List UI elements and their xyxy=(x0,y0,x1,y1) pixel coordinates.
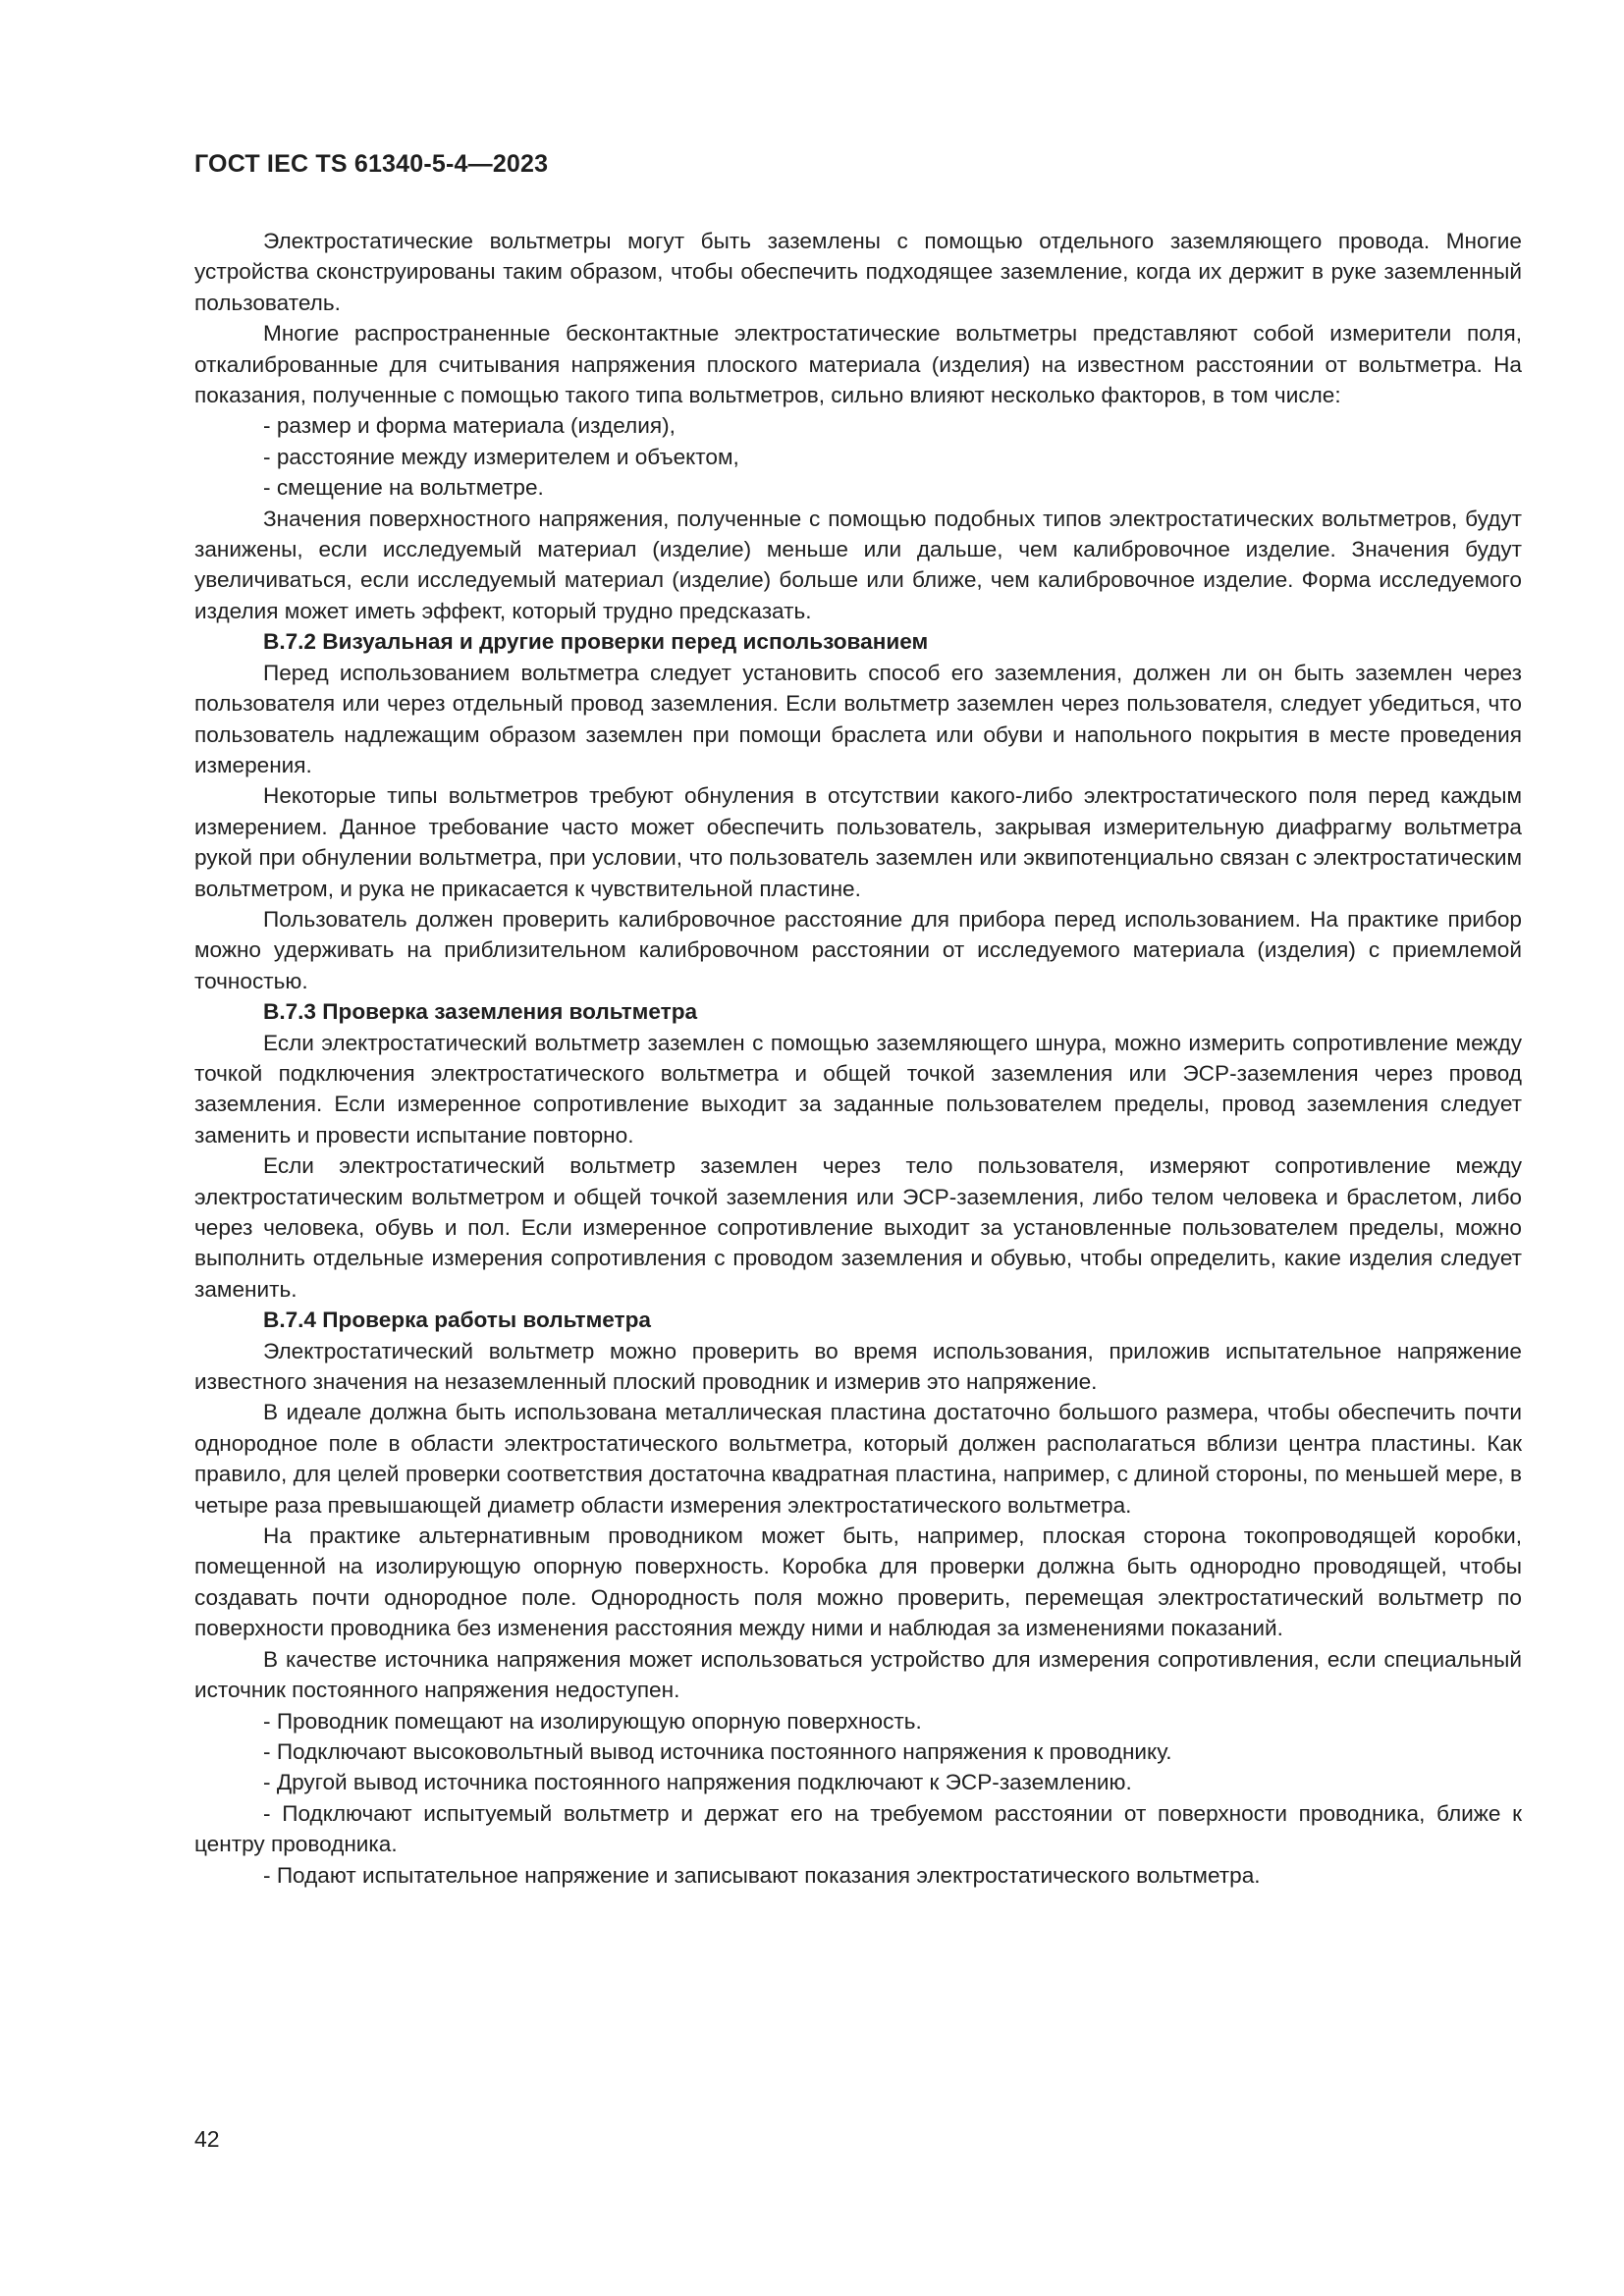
list-item xyxy=(194,410,1522,441)
list-item-text: смещение на вольтметре. xyxy=(276,475,544,501)
list-item-text: Подключают высоковольтный вывод источника постоянного напряжения к проводнику. xyxy=(276,1738,1172,1764)
paragraph: Электростатический вольтметр можно проверить во время использования, приложив испытательное напряжение известного значения на незаземленный плоский проводник и измерив это напряжение. xyxy=(194,1338,1522,1395)
list-item xyxy=(194,472,1522,503)
paragraph: В качестве источника напряжения может использоваться устройство для измерения сопротивления, если специальный источник постоянного напряжения недоступен. xyxy=(194,1646,1522,1703)
paragraph: В идеале должна быть использована металлическая пластина достаточно большого размера, чтобы обеспечить почти однородное поле в области электростатического вольтметра, который должен располагаться вблизи центра пластины. Как правило, для целей проверки соответствия достаточна квадратная пластина, например, с длиной стороны, по меньшей мере, в четыре раза превышающей диаметр области измерения электростатического вольтметра. xyxy=(194,1400,1522,1518)
list-item-text: расстояние между измерителем и объектом, xyxy=(276,444,739,469)
document-header: ГОСТ IEC TS 61340-5-4—2023 xyxy=(194,150,549,178)
page-number: 42 xyxy=(194,2126,220,2152)
paragraph: Некоторые типы вольтметров требуют обнуления в отсутствии какого-либо электростатического поля перед каждым измерением. Данное требование часто может обеспечить пользователь, закрывая измерительную диафрагму вольтметра рукой при обнулении вольтметра, при условии, что пользователь заземлен или эквипотенциально связан с электростатическим вольтметром, и рука не прикасается к чувствительной пластине. xyxy=(194,783,1522,901)
list-item-text: Подключают испытуемый вольтметр и держат его на требуемом расстоянии от поверхности проводника, ближе к центру проводника. xyxy=(194,1800,1522,1857)
list-item-text: Проводник помещают на изолирующую опорную поверхность. xyxy=(276,1708,922,1734)
paragraph: Если электростатический вольтметр заземлен с помощью заземляющего шнура, можно измерить сопротивление между точкой подключения электростатического вольтметра и общей точкой заземления или ЭСР-заземления через провод заземления. Если измеренное сопротивление выходит за заданные пользователем пределы, провод заземления следует заменить и провести испытание повторно. xyxy=(194,1030,1522,1148)
paragraph: Многие распространенные бесконтактные электростатические вольтметры представляют собой измерители поля, откалиброванные для считывания напряжения плоского материала (изделия) на известном расстоянии от вольтметра. На показания, полученные с помощью такого типа вольтметров, сильно влияют несколько факторов, в том числе: xyxy=(194,321,1522,408)
procedure-list xyxy=(194,1706,1522,1891)
paragraph: Значения поверхностного напряжения, полученные с помощью подобных типов электростатических вольтметров, будут занижены, если исследуемый материал (изделие) меньше или дальше, чем калибровочное изделие. Значения будут увеличиваться, если исследуемый материал (изделие) больше или ближе, чем калибровочное изделие. Форма исследуемого изделия может иметь эффект, который трудно предсказать. xyxy=(194,506,1522,623)
list-item xyxy=(194,1860,1522,1891)
list-item-text: Другой вывод источника постоянного напряжения подключают к ЭСР-заземлению. xyxy=(276,1770,1132,1795)
factor-list xyxy=(194,410,1522,503)
list-item xyxy=(194,442,1522,472)
paragraph: Если электростатический вольтметр заземлен через тело пользователя, измеряют сопротивление между электростатическим вольтметром и общей точкой заземления или ЭСР-заземления, либо телом человека и браслетом, либо через человека, обувь и пол. Если измеренное сопротивление выходит за установленные пользователем пределы, можно выполнить отдельные измерения сопротивления с проводом заземления и обувью, чтобы определить, какие изделия следует заменить. xyxy=(194,1153,1522,1302)
list-item xyxy=(194,1767,1522,1797)
paragraph: Электростатические вольтметры могут быть заземлены с помощью отдельного заземляющего провода. Многие устройства сконструированы таким образом, чтобы обеспечить подходящее заземление, когда их держит в руке заземленный пользователь. xyxy=(194,229,1522,315)
list-item-text: Подают испытательное напряжение и записывают показания электростатического вольтметра. xyxy=(276,1862,1261,1888)
list-item-text: размер и форма материала (изделия), xyxy=(276,413,676,439)
list-item xyxy=(194,1706,1522,1736)
section-heading-b72: В.7.2 Визуальная и другие проверки перед использованием xyxy=(263,629,929,655)
section-heading-b73: В.7.3 Проверка заземления вольтметра xyxy=(263,999,698,1025)
section-heading-b74: В.7.4 Проверка работы вольтметра xyxy=(263,1308,651,1333)
document-body xyxy=(194,226,1522,1891)
list-item xyxy=(194,1798,1522,1860)
paragraph: Пользователь должен проверить калибровочное расстояние для прибора перед использованием. На практике прибор можно удерживать на приблизительном калибровочном расстоянии от исследуемого материала (изделия) с приемлемой точностью. xyxy=(194,906,1522,993)
list-item xyxy=(194,1736,1522,1767)
paragraph: Перед использованием вольтметра следует установить способ его заземления, должен ли он быть заземлен через пользователя или через отдельный провод заземления. Если вольтметр заземлен через пользователя, следует убедиться, что пользователь надлежащим образом заземлен при помощи браслета или обуви и напольного покрытия в месте проведения измерения. xyxy=(194,660,1522,777)
paragraph: На практике альтернативным проводником может быть, например, плоская сторона токопроводящей коробки, помещенной на изолирующую опорную поверхность. Коробка для проверки должна быть однородно проводящей, чтобы создавать почти однородное поле. Однородность поля можно проверить, перемещая электростатический вольтметр по поверхности проводника без изменения расстояния между ними и наблюдая за изменениями показаний. xyxy=(194,1523,1522,1641)
